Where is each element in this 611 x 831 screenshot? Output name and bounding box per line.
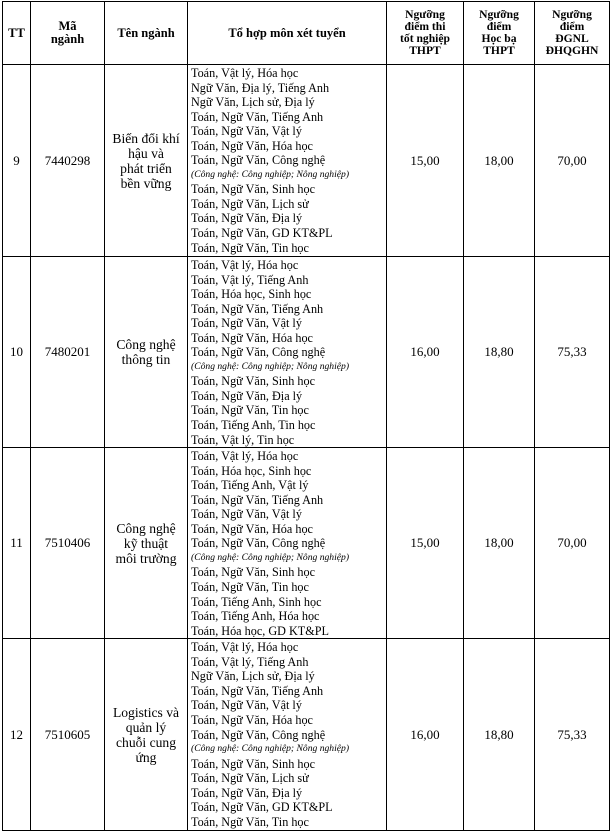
combo-item: Toán, Vật lý, Tiếng Anh: [191, 654, 309, 669]
combo-item: Toán, Ngữ Văn, Công nghệ: [191, 727, 326, 742]
header-thpt-threshold: Ngưỡng điểm thi tốt nghiệp THPT: [387, 2, 464, 65]
combo-item: Toán, Ngữ Văn, Công nghệ: [191, 153, 326, 168]
combo-item: Toán, Ngữ Văn, Địa lý: [191, 388, 303, 403]
row-major-name: Biến đổi khí hậu và phát triển bền vững: [105, 65, 188, 257]
combo-item: Toán, Vật lý, Tiếng Anh: [191, 272, 309, 287]
combo-item: Toán, Vật lý, Hóa học: [191, 640, 299, 655]
combo-item: Toán, Tiếng Anh, Sinh học: [191, 594, 322, 609]
table-row: [3, 448, 610, 639]
row-code: 7510406: [31, 448, 105, 639]
combo-item: Toán, Ngữ Văn, Tin học: [191, 580, 309, 595]
combo-item: Toán, Ngữ Văn, Hóa học: [191, 712, 313, 727]
combo-item: Toán, Vật lý, Tin học: [191, 432, 295, 447]
row-dgnl-score: 75,33: [535, 257, 610, 448]
row-tt: 10: [3, 257, 31, 448]
combo-note: (Công nghệ: Công nghiệp; Nông nghiệp): [191, 360, 350, 372]
combo-item: Toán, Vật lý, Hóa học: [191, 449, 299, 464]
header-name: Tên ngành: [105, 2, 188, 65]
combo-item: Toán, Hóa học, GD KT&PL: [191, 623, 329, 638]
admission-threshold-table: [2, 1, 610, 831]
header-code: Mã ngành: [31, 2, 105, 65]
combo-item: Toán, Ngữ Văn, Công nghệ: [191, 536, 326, 551]
table-row: [3, 639, 610, 831]
combo-item: Ngữ Văn, Địa lý, Tiếng Anh: [191, 80, 330, 95]
combo-item: Toán, Ngữ Văn, Lịch sử: [191, 771, 309, 786]
header-combos: Tổ hợp môn xét tuyển: [188, 2, 387, 65]
row-dgnl-score: 70,00: [535, 65, 610, 257]
combo-item: Toán, Ngữ Văn, Tiếng Anh: [191, 683, 324, 698]
combo-item: Toán, Ngữ Văn, Tiếng Anh: [191, 109, 324, 124]
combo-item: Toán, Ngữ Văn, Tin học: [191, 814, 309, 829]
combo-item: Toán, Ngữ Văn, Hóa học: [191, 330, 313, 345]
combo-item: Toán, Ngữ Văn, Vật lý: [191, 316, 302, 331]
combo-item: Toán, Hóa học, Sinh học: [191, 463, 312, 478]
combo-item: Toán, Ngữ Văn, Địa lý: [191, 211, 303, 226]
combo-item: Toán, Ngữ Văn, Vật lý: [191, 698, 302, 713]
combo-item: Toán, Ngữ Văn, Địa lý: [191, 785, 303, 800]
row-subject-combos: [188, 257, 387, 448]
combo-item: Toán, Ngữ Văn, Tin học: [191, 240, 309, 255]
row-subject-combos: [188, 65, 387, 257]
combo-item: Ngữ Văn, Lịch sử, Địa lý: [191, 95, 315, 110]
combo-item: Toán, Ngữ Văn, Tin học: [191, 403, 309, 418]
row-major-name: Công nghệ kỹ thuật môi trường: [105, 448, 188, 639]
header-tt: TT: [3, 2, 31, 65]
row-subject-combos: [188, 639, 387, 831]
combo-note: (Công nghệ: Công nghiệp; Nông nghiệp): [191, 743, 350, 755]
row-tt: 12: [3, 639, 31, 831]
header-hocba-threshold: Ngưỡng điểm Học bạ THPT: [464, 2, 535, 65]
admission-table-page: [2, 1, 609, 829]
row-thpt-score: 16,00: [387, 639, 464, 831]
combo-item: Toán, Ngữ Văn, Sinh học: [191, 565, 316, 580]
row-major-name: Công nghệ thông tin: [105, 257, 188, 448]
combo-item: Toán, Ngữ Văn, Tiếng Anh: [191, 492, 324, 507]
row-hocba-score: 18,00: [464, 65, 535, 257]
row-dgnl-score: 70,00: [535, 448, 610, 639]
row-thpt-score: 16,00: [387, 257, 464, 448]
combo-item: Toán, Ngữ Văn, Vật lý: [191, 507, 302, 522]
row-code: 7480201: [31, 257, 105, 448]
row-tt: 9: [3, 65, 31, 257]
combo-note: (Công nghệ: Công nghiệp; Nông nghiệp): [191, 551, 350, 563]
table-row: [3, 65, 610, 257]
combo-item: Toán, Ngữ Văn, Sinh học: [191, 374, 316, 389]
row-code: 7510605: [31, 639, 105, 831]
row-hocba-score: 18,00: [464, 448, 535, 639]
combo-item: Toán, Vật lý, Hóa học: [191, 66, 299, 80]
combo-item: Toán, Ngữ Văn, Sinh học: [191, 182, 316, 197]
combo-item: Toán, Hóa học, Sinh học: [191, 287, 312, 302]
header-dgnl-threshold: Ngưỡng điểm ĐGNL ĐHQGHN: [535, 2, 610, 65]
combo-item: Toán, Ngữ Văn, Lịch sử: [191, 196, 309, 211]
row-code: 7440298: [31, 65, 105, 257]
row-thpt-score: 15,00: [387, 65, 464, 257]
combo-item: Toán, Tiếng Anh, Hóa học: [191, 609, 320, 624]
combo-item: Toán, Ngữ Văn, Tiếng Anh: [191, 301, 324, 316]
combo-item: Toán, Ngữ Văn, Sinh học: [191, 756, 316, 771]
table-header-row: [3, 2, 610, 65]
row-major-name: Logistics và quản lý chuỗi cung ứng: [105, 639, 188, 831]
combo-item: Toán, Ngữ Văn, GD KT&PL: [191, 800, 333, 815]
row-hocba-score: 18,80: [464, 639, 535, 831]
combo-item: Toán, Tiếng Anh, Tin học: [191, 418, 316, 433]
row-tt: 11: [3, 448, 31, 639]
combo-item: Toán, Ngữ Văn, Hóa học: [191, 138, 313, 153]
combo-item: Toán, Ngữ Văn, Vật lý: [191, 124, 302, 139]
combo-item: Ngữ Văn, Lịch sử, Địa lý: [191, 669, 315, 684]
combo-note: (Công nghệ: Công nghiệp; Nông nghiệp): [191, 168, 350, 180]
table-row: [3, 257, 610, 448]
combo-item: Toán, Vật lý, Hóa học: [191, 258, 299, 272]
row-subject-combos: [188, 448, 387, 639]
row-thpt-score: 15,00: [387, 448, 464, 639]
row-dgnl-score: 75,33: [535, 639, 610, 831]
row-hocba-score: 18,80: [464, 257, 535, 448]
combo-item: Toán, Ngữ Văn, GD KT&PL: [191, 226, 333, 241]
combo-item: Toán, Tiếng Anh, Vật lý: [191, 478, 309, 493]
combo-item: Toán, Ngữ Văn, Công nghệ: [191, 345, 326, 360]
combo-item: Toán, Ngữ Văn, Hóa học: [191, 521, 313, 536]
